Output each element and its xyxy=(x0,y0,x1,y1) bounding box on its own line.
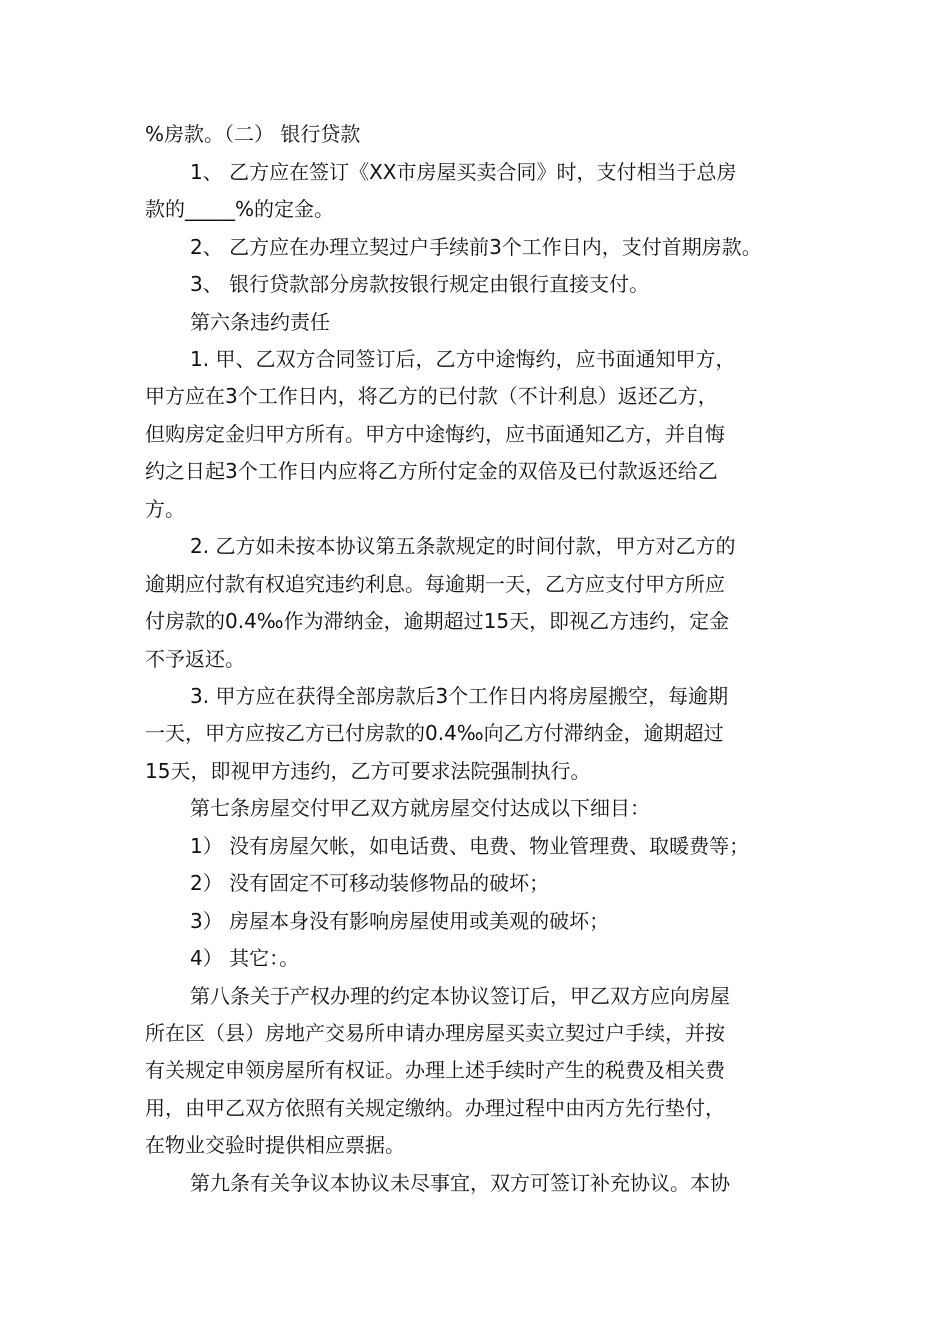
section-heading: 第七条房屋交付甲乙双方就房屋交付达成以下细目： xyxy=(190,796,650,820)
section-heading: 第九条有关争议本协议未尽事宜，双方可签订补充协议。本协 xyxy=(190,1171,730,1195)
text-line: 15天，即视甲方违约，乙方可要求法院强制执行。 xyxy=(145,759,591,783)
section-heading: 第六条违约责任 xyxy=(190,310,330,334)
text-line: 2、 乙方应在办理立契过户手续前3个工作日内，支付首期房款。 xyxy=(190,235,762,259)
text-line: 一天，甲方应按乙方已付房款的0.4‰向乙方付滞纳金，逾期超过 xyxy=(145,721,724,745)
list-item: 4） 其它：。 xyxy=(190,946,300,970)
text-line: 但购房定金归甲方所有。甲方中途悔约，应书面通知乙方，并自悔 xyxy=(145,422,725,446)
text-line: 2. 乙方如未按本协议第五条款规定的时间付款，甲方对乙方的 xyxy=(190,534,736,558)
text-line: 方。 xyxy=(145,497,185,521)
text-line: 1、 乙方应在签订《XX市房屋买卖合同》时，支付相当于总房 xyxy=(190,160,737,184)
text-line: 付房款的0.4‰作为滞纳金，逾期超过15天，即视乙方违约，定金 xyxy=(145,609,730,633)
text-line: 3、 银行贷款部分房款按银行规定由银行直接支付。 xyxy=(190,272,650,296)
list-item: 3） 房屋本身没有影响房屋使用或美观的破坏； xyxy=(190,909,610,933)
list-item: 1） 没有房屋欠帐，如电话费、电费、物业管理费、取暖费等； xyxy=(190,834,750,858)
text-line: 所在区（县）房地产交易所申请办理房屋买卖立契过户手续，并按 xyxy=(145,1021,725,1045)
text-line: 3. 甲方应在获得全部房款后3个工作日内将房屋搬空，每逾期 xyxy=(190,684,729,708)
text-line: 在物业交验时提供相应票据。 xyxy=(145,1133,405,1157)
text-line: 有关规定申领房屋所有权证。办理上述手续时产生的税费及相关费 xyxy=(145,1058,725,1082)
text-line: 款的_____%的定金。 xyxy=(145,197,335,221)
list-item: 2） 没有固定不可移动装修物品的破坏； xyxy=(190,871,550,895)
section-heading: 第八条关于产权办理的约定本协议签订后，甲乙双方应向房屋 xyxy=(190,984,730,1008)
text-line: 用，由甲乙双方依照有关规定缴纳。办理过程中由丙方先行垫付， xyxy=(145,1096,725,1120)
text-line: 1. 甲、乙双方合同签订后，乙方中途悔约，应书面通知甲方， xyxy=(190,347,736,371)
text-line: 约之日起3个工作日内应将乙方所付定金的双倍及已付款返还给乙 xyxy=(145,459,718,483)
text-line: 甲方应在3个工作日内，将乙方的已付款（不计利息）返还乙方， xyxy=(145,384,718,408)
text-line: 逾期应付款有权追究违约利息。每逾期一天，乙方应支付甲方所应 xyxy=(145,572,725,596)
text-line: %房款。（二） 银行贷款 xyxy=(145,122,361,146)
text-line: 不予返还。 xyxy=(145,647,245,671)
